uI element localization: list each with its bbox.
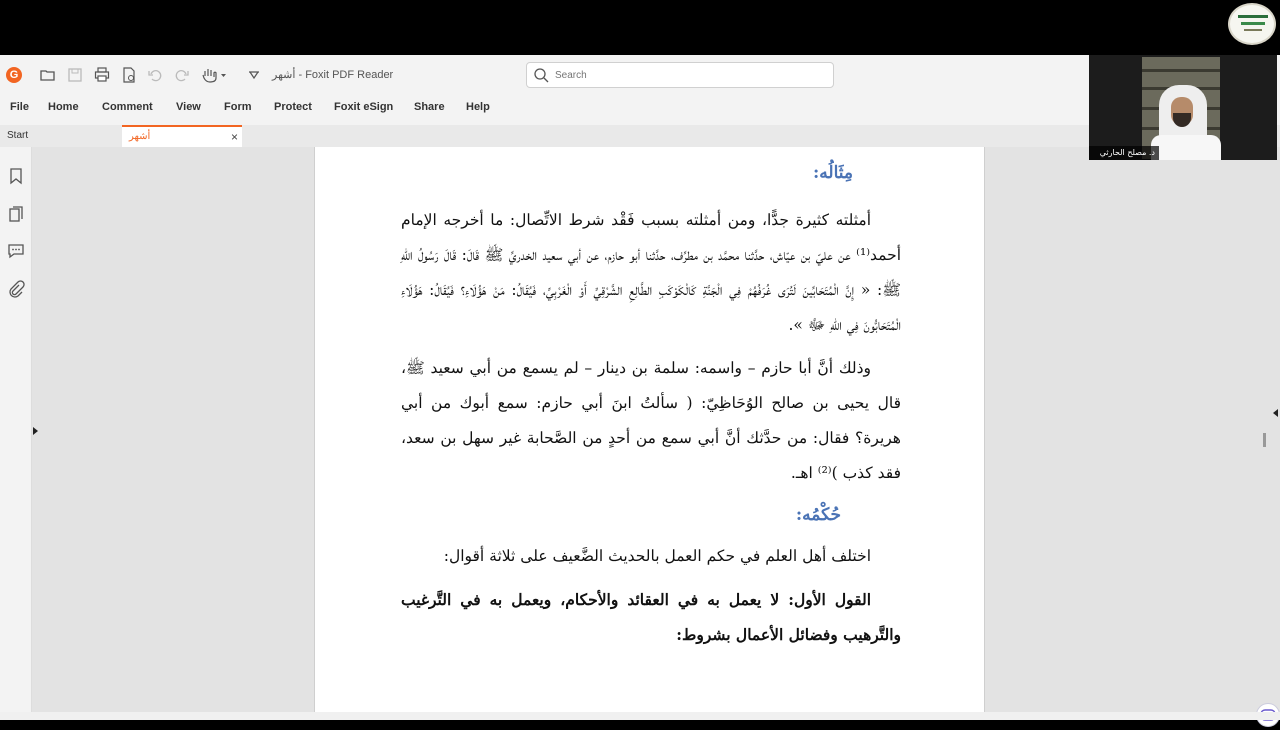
attachment-icon[interactable] [7,280,25,298]
right-panel-arrow-icon[interactable] [1273,409,1278,417]
menu-home[interactable]: Home [48,101,79,113]
search-input[interactable] [555,67,825,83]
page-thumbnails-icon[interactable] [7,205,25,223]
channel-logo [1228,3,1276,45]
tab-document[interactable] [122,125,242,147]
paragraph-ruling-text: اختلف أهل العلم في حكم العمل بالحديث الضَّعيف على ثلاثة أقوال: [443,547,871,565]
tab-document-label: أشهر [129,131,151,142]
menu-file[interactable]: File [10,101,29,113]
paragraph-example [401,203,901,343]
top-black-bar [0,0,1280,55]
redo-icon[interactable] [174,67,190,83]
speaker-name-label: د. مصلح الحارثي [1089,146,1159,160]
bookmark-icon[interactable] [7,167,25,185]
section-heading-example: مِثَالُه: [813,163,853,183]
comments-icon[interactable] [7,242,25,260]
menu-help[interactable]: Help [466,101,490,113]
menu-comment[interactable]: Comment [102,101,153,113]
print-icon[interactable] [94,67,110,83]
navigation-pane [0,147,32,720]
tab-start-label: Start [7,130,29,141]
document-tab-bar [0,125,1280,147]
paragraph-ruling [401,539,901,574]
hand-tool-icon[interactable] [201,67,229,83]
search-icon [533,67,549,83]
menu-protect[interactable]: Protect [274,101,312,113]
open-folder-icon[interactable] [40,67,56,83]
window-title: أشهر - Foxit PDF Reader [272,69,394,81]
paragraph-first-opinion [401,582,901,652]
vertical-scrollbar[interactable] [1263,433,1266,447]
menu-form[interactable]: Form [224,101,252,113]
ribbon-menu-bar [0,95,1280,121]
paragraph-example-text: أمثلته كثيرة جدًّا، ومن أمثلته بسبب فَقْد شرط الاتِّصال: ما أخرجه الإمام أحمد⁽¹⁾ عن عليّ بن عيّاش، حدَّثنا محمَّد بن مطرِّف، حدَّثنا أبو حازم، عن أبي سعيد الخدريِّ ﷺ قَالَ: قَالَ رَسُولُ اللهِ ﷺ: « إِنَّ الْمُتَحَابِّينَ لَتُرَى غُرَفُهُمْ فِي الْجَنَّةِ كَالْكَوْكَبِ الطَّالِعِ الشَّرْقِيِّ أَوْ الْغَرْبِيِّ، فَيُقَالُ: مَنْ هَؤُلَاءِ؟ فَيُقَالُ: هَؤُلَاءِ الْمُتَحَابُّونَ فِي اللهِ ﷻ ». [401,211,901,334]
save-icon[interactable] [67,67,83,83]
customize-dropdown-icon[interactable] [246,67,262,83]
webcam-overlay [1089,55,1277,160]
close-tab-icon[interactable]: × [230,130,238,144]
page-content [401,157,901,660]
pdf-page [314,147,985,720]
search-box[interactable] [526,62,834,88]
paragraph-first-opinion-text: القول الأول: لا يعمل به في العقائد والأحكام، ويعمل به في التَّرغيب والتَّرهيب وفضائل الأعمال بشروط: [401,590,901,644]
menu-share[interactable]: Share [414,101,445,113]
document-viewer [0,147,1280,720]
expand-pane-arrow-icon[interactable] [33,427,38,435]
foxit-logo: G [6,67,22,83]
document-properties-icon[interactable] [121,67,137,83]
speaker-thobe [1151,135,1221,160]
paragraph-explanation-text: وذلك أنَّ أبا حازم – واسمه: سلمة بن دينار – لم يسمع من أبي سعيد ﷺ، قال يحيى بن صالح الوُحَاظِيّ: ( سألتُ ابنَ أبي حازم: سمع أبوك من أبي هريرة؟ فقال: من حدَّثك أنَّ أبي سمع من أحدٍ من الصَّحابة غير سهل بن سعد، فقد كذب )⁽²⁾ اهـ. [401,359,901,482]
section-heading-ruling: حُكْمُه: [795,505,841,525]
title-bar [0,55,1280,95]
status-bar [0,712,1280,720]
undo-icon[interactable] [147,67,163,83]
menu-foxit-esign[interactable]: Foxit eSign [334,101,394,113]
menu-view[interactable]: View [176,101,201,113]
tab-start[interactable] [0,125,120,147]
foxit-window [0,55,1280,720]
paragraph-explanation [401,351,901,491]
